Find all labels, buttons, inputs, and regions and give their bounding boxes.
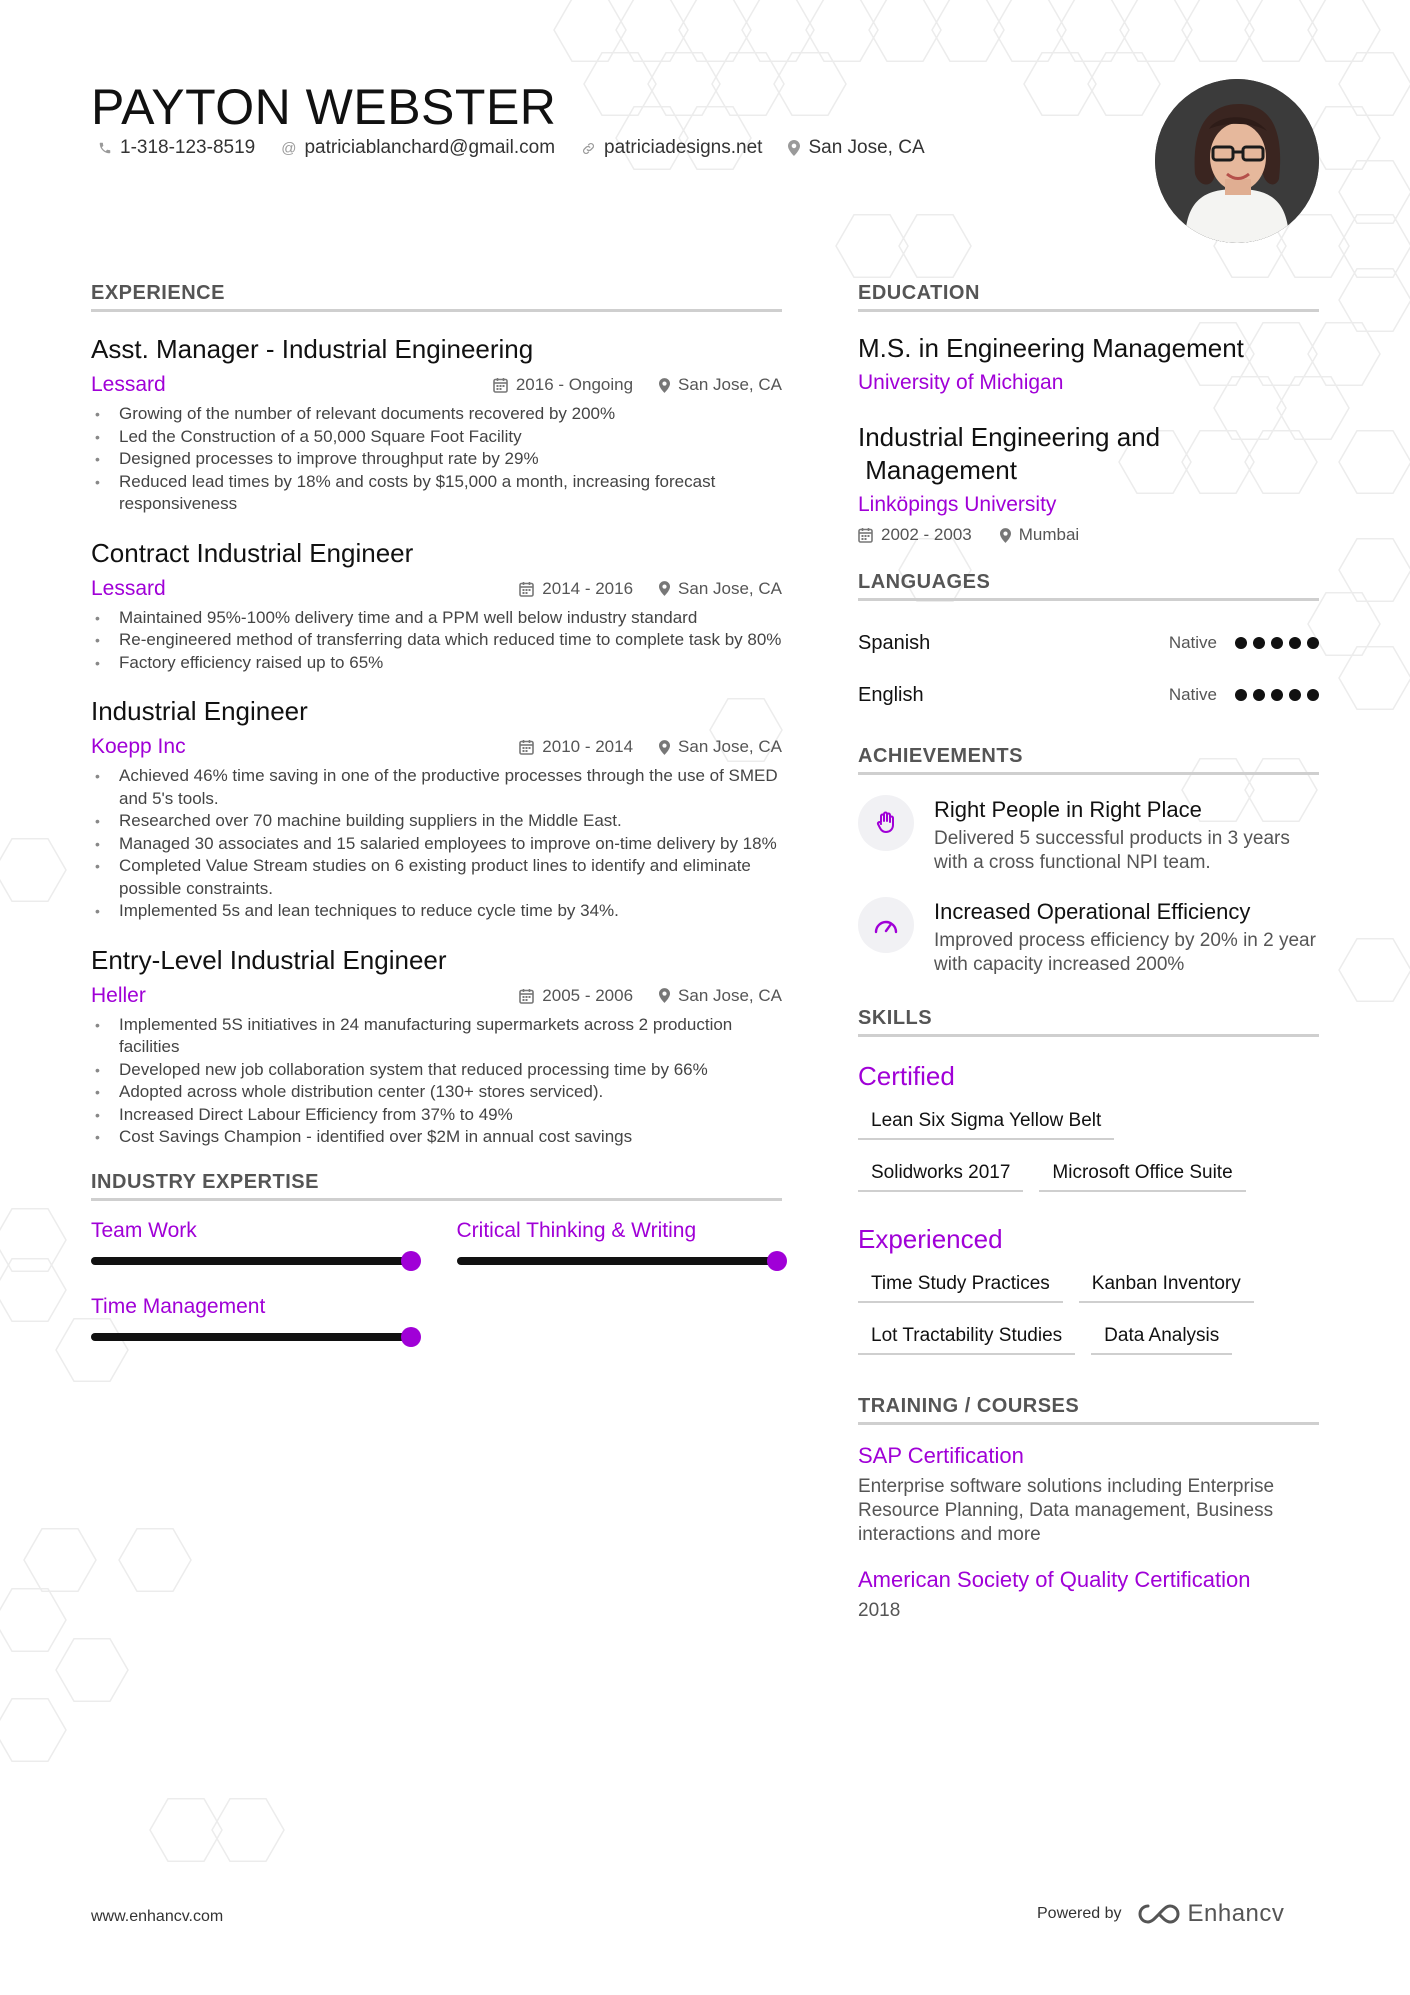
training-item — [858, 1443, 1319, 1547]
bullet-item: • Implemented 5s and lean techniques to reduce cycle time by 34%. — [91, 900, 782, 923]
job-bullets — [91, 607, 782, 675]
training-section — [858, 1395, 1319, 1623]
job-dates — [519, 986, 633, 1006]
bullet-item: • Achieved 46% time saving in one of the productive processes through the use of SMED and 5's tools. — [91, 765, 782, 810]
languages-section — [858, 571, 1319, 721]
company-name[interactable]: Lessard — [91, 373, 166, 396]
education-dates-text: 2002 - 2003 — [881, 525, 972, 544]
footer-branding[interactable] — [1037, 1900, 1284, 1928]
education-meta — [858, 525, 1319, 545]
language-name: Spanish — [858, 631, 931, 654]
skill-tag: Lot Tractability Studies — [858, 1319, 1075, 1355]
achievement-body — [934, 795, 1290, 875]
level-dot — [1271, 637, 1283, 649]
level-dot — [1289, 689, 1301, 701]
website-text: patriciadesigns.net — [604, 137, 763, 158]
company-name[interactable]: Heller — [91, 983, 146, 1007]
level-dot — [1235, 689, 1247, 701]
level-dot — [1307, 689, 1319, 701]
phone-text: 1-318-123-8519 — [120, 137, 256, 158]
language-level: Native — [1168, 633, 1217, 652]
skill-tag: Microsoft Office Suite — [1039, 1156, 1245, 1192]
expertise-label: Critical Thinking & Writing — [456, 1218, 697, 1242]
skill-row — [858, 1104, 1319, 1140]
hand-icon — [858, 795, 914, 851]
expertise-bar — [91, 1257, 411, 1265]
level-dot — [1289, 637, 1301, 649]
language-level-dots — [1235, 689, 1319, 701]
job-location-text: San Jose, CA — [678, 985, 782, 1005]
expertise-bar-fill — [91, 1257, 411, 1265]
achievement-description: Improved process efficiency by 20% in 2 year with capacity increased 200% — [934, 930, 1316, 975]
skill-tag: Solidworks 2017 — [858, 1156, 1023, 1192]
section-title-achievements: ACHIEVEMENTS — [858, 745, 1319, 775]
job-bullets — [91, 403, 782, 516]
training-title[interactable]: American Society of Quality Certification — [858, 1567, 1251, 1592]
enhancv-logo — [1136, 1900, 1285, 1928]
skill-tag: Time Study Practices — [858, 1267, 1063, 1303]
training-description: 2018 — [858, 1600, 901, 1621]
bullet-item: • Reduced lead times by 18% and costs by $15,000 a month, increasing forecast responsiveness — [91, 471, 782, 516]
expertise-label: Time Management — [91, 1294, 266, 1318]
location-pin-icon — [659, 581, 670, 596]
contact-location — [788, 137, 924, 159]
job-location — [659, 737, 782, 757]
bullet-item: • Adopted across whole distribution center (130+ stores serviced). — [91, 1081, 782, 1104]
bullet-item: • Designed processes to improve throughput rate by 29% — [91, 448, 782, 471]
language-level-dots — [1235, 637, 1319, 649]
expertise-label: Team Work — [91, 1218, 197, 1242]
bullet-item: • Growing of the number of relevant documents recovered by 200% — [91, 403, 782, 426]
company-name[interactable]: Lessard — [91, 576, 166, 600]
phone-icon — [98, 141, 112, 155]
left-column — [91, 282, 782, 1341]
degree-title: M.S. in Engineering Management — [858, 333, 1244, 363]
skills-section — [858, 1007, 1319, 1355]
section-title-industry-expertise: INDUSTRY EXPERTISE — [91, 1171, 782, 1201]
expertise-bar — [91, 1333, 411, 1341]
job-location — [659, 579, 782, 599]
achievement-item — [858, 897, 1319, 977]
training-item — [858, 1567, 1319, 1623]
section-title-education: EDUCATION — [858, 282, 1319, 312]
job-meta — [91, 577, 782, 601]
expertise-item — [91, 1219, 417, 1265]
job-entry — [91, 696, 782, 923]
bullet-item: • Factory efficiency raised up to 65% — [91, 652, 782, 675]
bullet-item: • Managed 30 associates and 15 salaried employees to improve on-time delivery by 18% — [91, 833, 782, 856]
school-name[interactable]: Linköpings University — [858, 493, 1057, 516]
job-meta — [91, 735, 782, 759]
calendar-icon — [493, 377, 508, 393]
expertise-bar-fill — [457, 1257, 777, 1265]
bullet-item: • Implemented 5S initiatives in 24 manufacturing supermarkets across 2 production facilities — [91, 1014, 782, 1059]
skill-row — [858, 1267, 1319, 1303]
skill-rows — [858, 1104, 1319, 1192]
job-dates-text: 2014 - 2016 — [542, 578, 634, 598]
skill-group-title: Experienced — [858, 1224, 1003, 1254]
at-icon: @ — [281, 139, 297, 157]
bullet-item: • Increased Direct Labour Efficiency from 37% to 49% — [91, 1104, 782, 1127]
company-name[interactable]: Koepp Inc — [91, 735, 186, 758]
job-dates — [519, 579, 633, 599]
bullet-item: • Cost Savings Champion - identified over $2M in annual cost savings — [91, 1126, 782, 1149]
skill-tag: Lean Six Sigma Yellow Belt — [858, 1104, 1114, 1140]
section-title-experience: EXPERIENCE — [91, 282, 782, 312]
job-meta-right — [519, 579, 782, 599]
level-dot — [1235, 637, 1247, 649]
education-location-text: Mumbai — [1018, 525, 1080, 544]
section-title-training: TRAINING / COURSES — [858, 1395, 1319, 1425]
education-dates — [858, 525, 972, 545]
skills-groups — [858, 1061, 1319, 1355]
industry-expertise-section — [91, 1171, 782, 1341]
languages-list — [858, 617, 1319, 721]
job-meta-right — [493, 375, 782, 395]
level-dot — [1253, 637, 1265, 649]
language-row — [858, 617, 1319, 669]
level-dot — [1253, 689, 1265, 701]
expertise-bar — [457, 1257, 777, 1265]
bullet-item: • Maintained 95%-100% delivery time and a PPM well below industry standard — [91, 607, 782, 630]
job-dates — [519, 737, 633, 757]
location-pin-icon — [659, 740, 670, 755]
section-title-skills: SKILLS — [858, 1007, 1319, 1037]
right-column — [858, 282, 1319, 1643]
job-entry — [91, 945, 782, 1149]
job-dates-text: 2010 - 2014 — [542, 737, 634, 756]
expertise-item — [457, 1219, 783, 1265]
contact-phone[interactable] — [98, 137, 255, 159]
email-text: patriciablanchard@gmail.com — [304, 137, 556, 158]
footer-website[interactable]: www.enhancv.com — [91, 1908, 224, 1925]
job-location-text: San Jose, CA — [678, 737, 782, 756]
job-title: Entry-Level Industrial Engineer — [91, 944, 447, 975]
skill-group-title: Certified — [858, 1061, 955, 1091]
achievement-title: Increased Operational Efficiency — [934, 899, 1251, 924]
calendar-icon — [858, 527, 873, 543]
gauge-icon — [858, 897, 914, 953]
job-title: Industrial Engineer — [91, 696, 308, 726]
expertise-bar-knob — [767, 1251, 787, 1271]
location-pin-icon — [1000, 528, 1011, 543]
expertise-bar-knob — [401, 1327, 421, 1347]
achievements-list — [858, 795, 1319, 977]
job-entry — [91, 334, 782, 516]
section-title-languages: LANGUAGES — [858, 571, 1319, 601]
expertise-bar-knob — [401, 1251, 421, 1271]
bullet-item: • Re-engineered method of transferring data which reduced time to complete task by 80% — [91, 629, 782, 652]
bullet-item: • Led the Construction of a 50,000 Square Foot Facility — [91, 426, 782, 449]
bullet-item: • Researched over 70 machine building suppliers in the Middle East. — [91, 810, 782, 833]
experience-section — [91, 282, 782, 1149]
job-location — [659, 375, 782, 395]
achievement-description: Delivered 5 successful products in 3 years with a cross functional NPI team. — [934, 828, 1290, 873]
education-section — [858, 282, 1319, 545]
bullet-item: • Developed new job collaboration system that reduced processing time by 66% — [91, 1059, 782, 1082]
training-list — [858, 1443, 1319, 1623]
language-name: English — [858, 683, 924, 706]
enhancv-infinity-icon — [1136, 1902, 1182, 1926]
job-meta — [91, 984, 782, 1008]
achievements-section — [858, 745, 1319, 977]
job-bullets — [91, 1014, 782, 1149]
education-entry — [858, 332, 1319, 395]
level-dot — [1307, 637, 1319, 649]
achievement-title: Right People in Right Place — [934, 797, 1202, 822]
job-location-text: San Jose, CA — [678, 375, 782, 394]
profile-photo — [1155, 79, 1319, 243]
job-dates — [493, 375, 633, 395]
school-name[interactable]: University of Michigan — [858, 371, 1064, 394]
skill-group — [858, 1061, 1319, 1192]
skill-rows — [858, 1267, 1319, 1355]
training-title[interactable]: SAP Certification — [858, 1443, 1024, 1468]
location-pin-icon — [788, 140, 800, 156]
candidate-name: PAYTON WEBSTER — [91, 79, 557, 135]
language-row — [858, 669, 1319, 721]
contact-website[interactable] — [581, 137, 762, 159]
skill-group — [858, 1224, 1319, 1355]
contact-email[interactable] — [281, 137, 555, 159]
training-description: Enterprise software solutions including Enterprise Resource Planning, Data management, Business interactions and more — [858, 1476, 1275, 1545]
experience-list — [91, 334, 782, 1149]
location-text: San Jose, CA — [808, 137, 925, 158]
contact-bar — [98, 137, 925, 159]
skill-tag: Kanban Inventory — [1079, 1267, 1254, 1303]
achievement-body — [934, 897, 1319, 977]
expertise-grid — [91, 1219, 782, 1341]
job-entry — [91, 538, 782, 675]
language-level: Native — [1168, 685, 1217, 704]
skill-row — [858, 1156, 1319, 1192]
education-entry — [858, 421, 1319, 545]
degree-title: Industrial Engineering and Management — [858, 422, 1161, 485]
link-icon — [581, 141, 596, 156]
job-location-text: San Jose, CA — [678, 578, 782, 598]
job-meta-right — [519, 737, 782, 757]
level-dot — [1271, 689, 1283, 701]
job-bullets — [91, 765, 782, 923]
calendar-icon — [519, 988, 534, 1004]
powered-by-text: Powered by — [1037, 1905, 1122, 1922]
calendar-icon — [519, 739, 534, 755]
job-location — [659, 986, 782, 1006]
skill-row — [858, 1319, 1319, 1355]
skill-tag: Data Analysis — [1091, 1319, 1232, 1355]
brand-name: Enhancv — [1187, 1900, 1285, 1927]
job-title: Asst. Manager - Industrial Engineering — [91, 334, 534, 364]
achievement-item — [858, 795, 1319, 875]
expertise-item — [91, 1295, 417, 1341]
job-title: Contract Industrial Engineer — [91, 537, 414, 568]
job-dates-text: 2016 - Ongoing — [515, 375, 634, 394]
expertise-bar-fill — [91, 1333, 411, 1341]
education-location — [1000, 525, 1079, 545]
location-pin-icon — [659, 378, 670, 393]
bullet-item: • Completed Value Stream studies on 6 existing product lines to identify and eliminate possible constraints. — [91, 855, 782, 900]
job-meta — [91, 373, 782, 397]
job-meta-right — [519, 986, 782, 1006]
job-dates-text: 2005 - 2006 — [542, 985, 634, 1005]
calendar-icon — [519, 581, 534, 597]
education-list — [858, 332, 1319, 545]
location-pin-icon — [659, 988, 670, 1003]
